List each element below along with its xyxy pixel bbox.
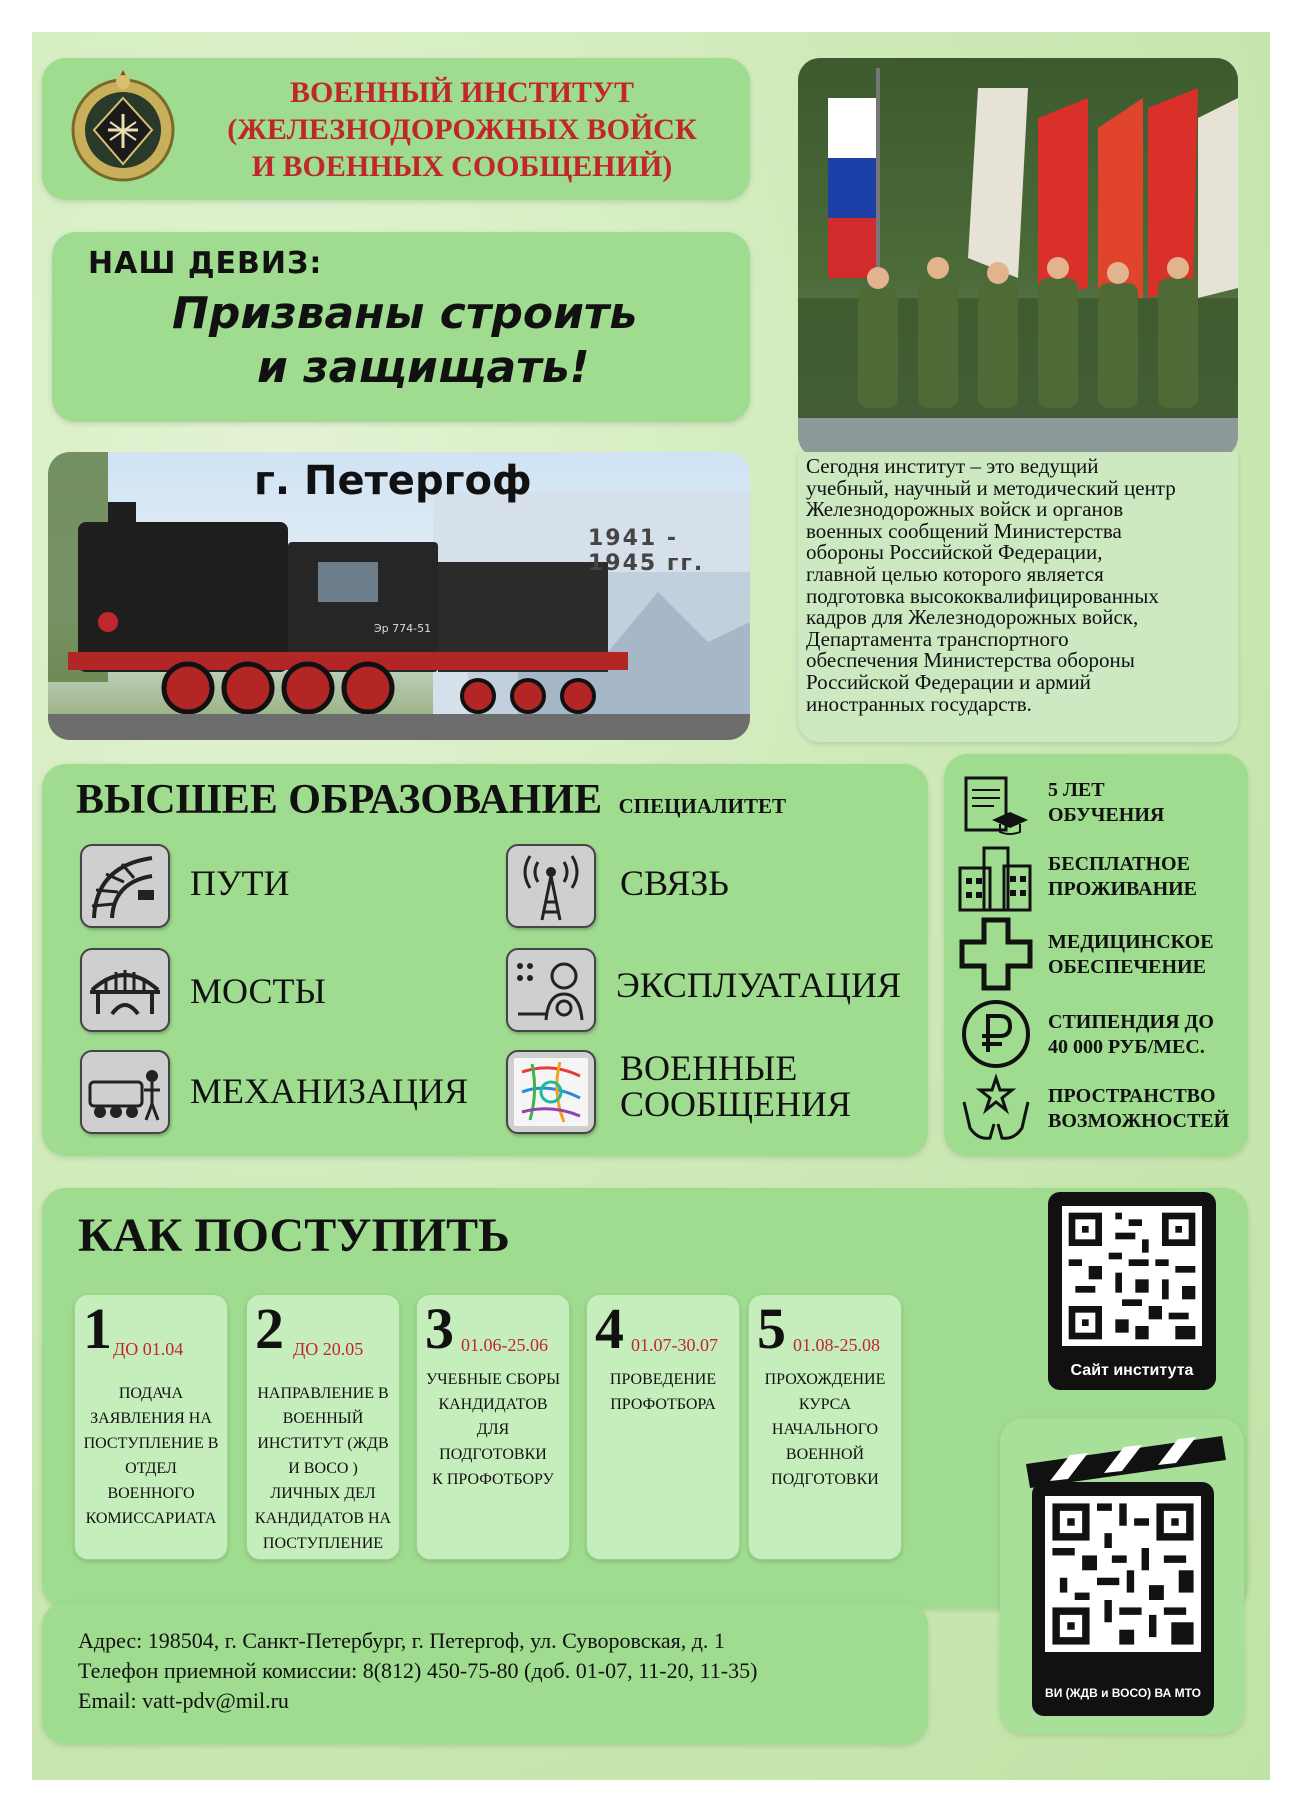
benefit-medical [1048, 930, 1214, 980]
buildings-icon [954, 842, 1034, 912]
emblem-icon [68, 64, 178, 190]
bridge-icon [80, 948, 170, 1032]
step-line: ПРОФОТБОРА [610, 1396, 716, 1413]
description-line: Российской Федерации и армий [806, 669, 1091, 694]
description-line: обороны Российской Федерации, [806, 540, 1103, 565]
contacts-block [78, 1626, 757, 1716]
locomotive-photo [48, 452, 750, 740]
description-line: обеспечения Министерства обороны [806, 648, 1135, 673]
description-line: Сегодня институт – это ведущий [806, 454, 1099, 478]
institute-title [182, 74, 742, 185]
step-line: ПОСТУПЛЕНИЕ [262, 1535, 384, 1552]
step-line: НАПРАВЛЕНИЕ В [257, 1385, 389, 1402]
step-line: ЗАЯВЛЕНИЯ НА [90, 1410, 212, 1427]
program-label-paths: ПУТИ [190, 863, 290, 903]
dispatcher-icon [506, 948, 596, 1032]
video-qr-code[interactable] [1045, 1496, 1201, 1652]
step-number: 2 [255, 1296, 284, 1361]
step-date: 01.06-25.06 [461, 1335, 548, 1355]
motto-panel [52, 232, 750, 422]
step-number: 4 [595, 1296, 624, 1361]
step-line: УЧЕБНЫЕ СБОРЫ [425, 1371, 561, 1388]
benefit-line-1: ПРОСТРАНСТВО [1048, 1085, 1216, 1107]
route-map-icon [506, 1050, 596, 1134]
description-line: главной целью которого является [806, 561, 1104, 586]
step-line: ВОЕННОГО [107, 1485, 195, 1502]
step-date: ДО 20.05 [293, 1339, 364, 1359]
step-line: К ПРОФОТБОРУ [432, 1471, 554, 1488]
diploma-icon [958, 772, 1028, 838]
step-line: ВОЕННЫЙ [282, 1410, 364, 1427]
motto-label: НАШ ДЕВИЗ: [88, 246, 323, 281]
step-line: ПОСТУПЛЕНИЕ В [83, 1435, 219, 1452]
step-number: 5 [757, 1296, 786, 1361]
plaque-years: 1941 - 1945 гг. [588, 526, 705, 576]
education-panel [42, 764, 928, 1156]
parade-photo [798, 58, 1238, 458]
step-date: 01.07-30.07 [631, 1335, 718, 1355]
education-title-main: ВЫСШЕЕ ОБРАЗОВАНИЕ [76, 777, 603, 823]
description-line: Железнодорожных войск и органов [806, 497, 1124, 522]
program-label-line-1: ВОЕННЫЕ [620, 1048, 798, 1088]
website-qr-card[interactable] [1048, 1192, 1216, 1390]
contact-address: Адрес: 198504, г. Санкт-Петербург, г. Петергоф, ул. Суворовская, д. 1 [78, 1628, 725, 1653]
poster-sheet [32, 32, 1270, 1780]
description-line: иностранных государств. [806, 691, 1032, 716]
step-line: ДЛЯ [476, 1421, 510, 1438]
benefits-panel [944, 754, 1248, 1156]
benefit-line-1: 5 ЛЕТ [1048, 779, 1105, 801]
description-line: учебный, научный и методический центр [806, 475, 1176, 500]
benefit-line-2: ПРОЖИВАНИЕ [1048, 878, 1198, 900]
step-line: ПРОХОЖДЕНИЕ [764, 1371, 886, 1388]
description-panel [798, 452, 1238, 742]
rail-track-icon [80, 844, 170, 928]
machinery-icon [80, 1050, 170, 1134]
step-description [423, 1367, 563, 1492]
step-line: КУРСА [798, 1396, 852, 1413]
description-line: кадров для Железнодорожных войск, [806, 605, 1139, 630]
benefit-line-2: ВОЗМОЖНОСТЕЙ [1048, 1110, 1230, 1132]
step-line: ЛИЧНЫХ ДЕЛ [270, 1485, 376, 1502]
step-date: ДО 01.04 [113, 1339, 184, 1359]
institute-description [806, 456, 1230, 715]
description-line: Департамента транспортного [806, 626, 1069, 651]
step-line: ПОДАЧА [118, 1385, 184, 1402]
admission-title: КАК ПОСТУПИТЬ [78, 1209, 510, 1262]
program-label-line-2: СООБЩЕНИЯ [620, 1084, 851, 1124]
step-line: ПОДГОТОВКИ [439, 1446, 547, 1463]
program-label-operation: ЭКСПЛУАТАЦИЯ [616, 965, 901, 1005]
radio-tower-icon [506, 844, 596, 928]
medical-cross-icon [958, 916, 1034, 992]
admission-step-1 [74, 1294, 228, 1560]
benefit-study-years [1048, 778, 1164, 828]
benefit-stipend [1048, 1010, 1214, 1060]
step-line: И ВОСО ) [288, 1460, 358, 1477]
step-date: 01.08-25.08 [793, 1335, 880, 1355]
step-number: 1 [83, 1296, 112, 1361]
program-label-military-communications [620, 1050, 851, 1122]
step-description [81, 1381, 221, 1531]
title-line-3: И ВОЕННЫХ СООБЩЕНИЙ) [251, 150, 673, 183]
parade-scene [798, 58, 1238, 458]
step-line: НАЧАЛЬНОГО [771, 1421, 879, 1438]
title-line-2: (ЖЕЛЕЗНОДОРОЖНЫХ ВОЙСК [227, 113, 697, 146]
benefit-line-1: СТИПЕНДИЯ ДО [1048, 1011, 1214, 1033]
step-number: 3 [425, 1296, 454, 1361]
admission-step-2 [246, 1294, 400, 1560]
step-description [593, 1367, 733, 1417]
step-line: ПРОВЕДЕНИЕ [609, 1371, 717, 1388]
program-label-communication: СВЯЗЬ [620, 863, 729, 903]
benefit-line-1: БЕСПЛАТНОЕ [1048, 853, 1190, 875]
benefit-line-2: 40 000 РУБ/МЕС. [1048, 1036, 1205, 1058]
header-panel [42, 58, 750, 200]
contact-phone[interactable]: Телефон приемной комиссии: 8(812) 450-75-80 (доб. 01-07, 11-20, 11-35) [78, 1658, 758, 1683]
video-qr-panel [1000, 1418, 1244, 1734]
step-description [755, 1367, 895, 1492]
admission-step-4 [586, 1294, 740, 1560]
admission-step-5 [748, 1294, 902, 1560]
video-qr-label: ВИ (ЖДВ и ВОСО) ВА МТО [1045, 1686, 1201, 1700]
benefit-housing [1048, 852, 1197, 902]
education-subtitle: СПЕЦИАЛИТЕТ [618, 794, 786, 818]
education-title [76, 776, 786, 824]
benefit-opportunities [1048, 1084, 1229, 1134]
benefit-line-1: МЕДИЦИНСКОЕ [1048, 931, 1214, 953]
step-line: ИНСТИТУТ (ЖДВ [257, 1435, 389, 1452]
clapperboard-icon [1026, 1430, 1226, 1490]
program-label-mechanization: МЕХАНИЗАЦИЯ [190, 1071, 469, 1111]
admission-step-3 [416, 1294, 570, 1560]
video-qr-card[interactable] [1032, 1482, 1214, 1716]
website-qr-code[interactable] [1062, 1206, 1202, 1346]
step-description [253, 1381, 393, 1556]
step-line: ПОДГОТОВКИ [771, 1471, 879, 1488]
contact-email[interactable]: Email: vatt-pdv@mil.ru [78, 1688, 289, 1713]
step-line: КОМИССАРИАТА [85, 1510, 217, 1527]
website-qr-label: Сайт института [1070, 1362, 1194, 1379]
ruble-icon [960, 998, 1032, 1070]
program-label-bridges: МОСТЫ [190, 971, 326, 1011]
hands-star-icon [958, 1072, 1034, 1144]
step-line: ВОЕННОЙ [785, 1446, 865, 1463]
motto-line-1: Призваны строить [172, 288, 638, 339]
motto-line-2: и защищать! [257, 342, 590, 393]
step-line: КАНДИДАТОВ [438, 1396, 548, 1413]
step-line: ОТДЕЛ [125, 1460, 177, 1477]
step-line: КАНДИДАТОВ НА [254, 1510, 392, 1527]
description-line: подготовка высококвалифицированных [806, 583, 1159, 608]
benefit-line-2: ОБЕСПЕЧЕНИЕ [1048, 956, 1206, 978]
contacts-panel [42, 1602, 928, 1744]
locomotive-number: Эр 774-51 [374, 622, 432, 635]
city-caption: г. Петергоф [254, 458, 532, 504]
benefit-line-2: ОБУЧЕНИЯ [1048, 804, 1165, 826]
title-line-1: ВОЕННЫЙ ИНСТИТУТ [289, 76, 635, 109]
description-line: военных сообщений Министерства [806, 518, 1122, 543]
